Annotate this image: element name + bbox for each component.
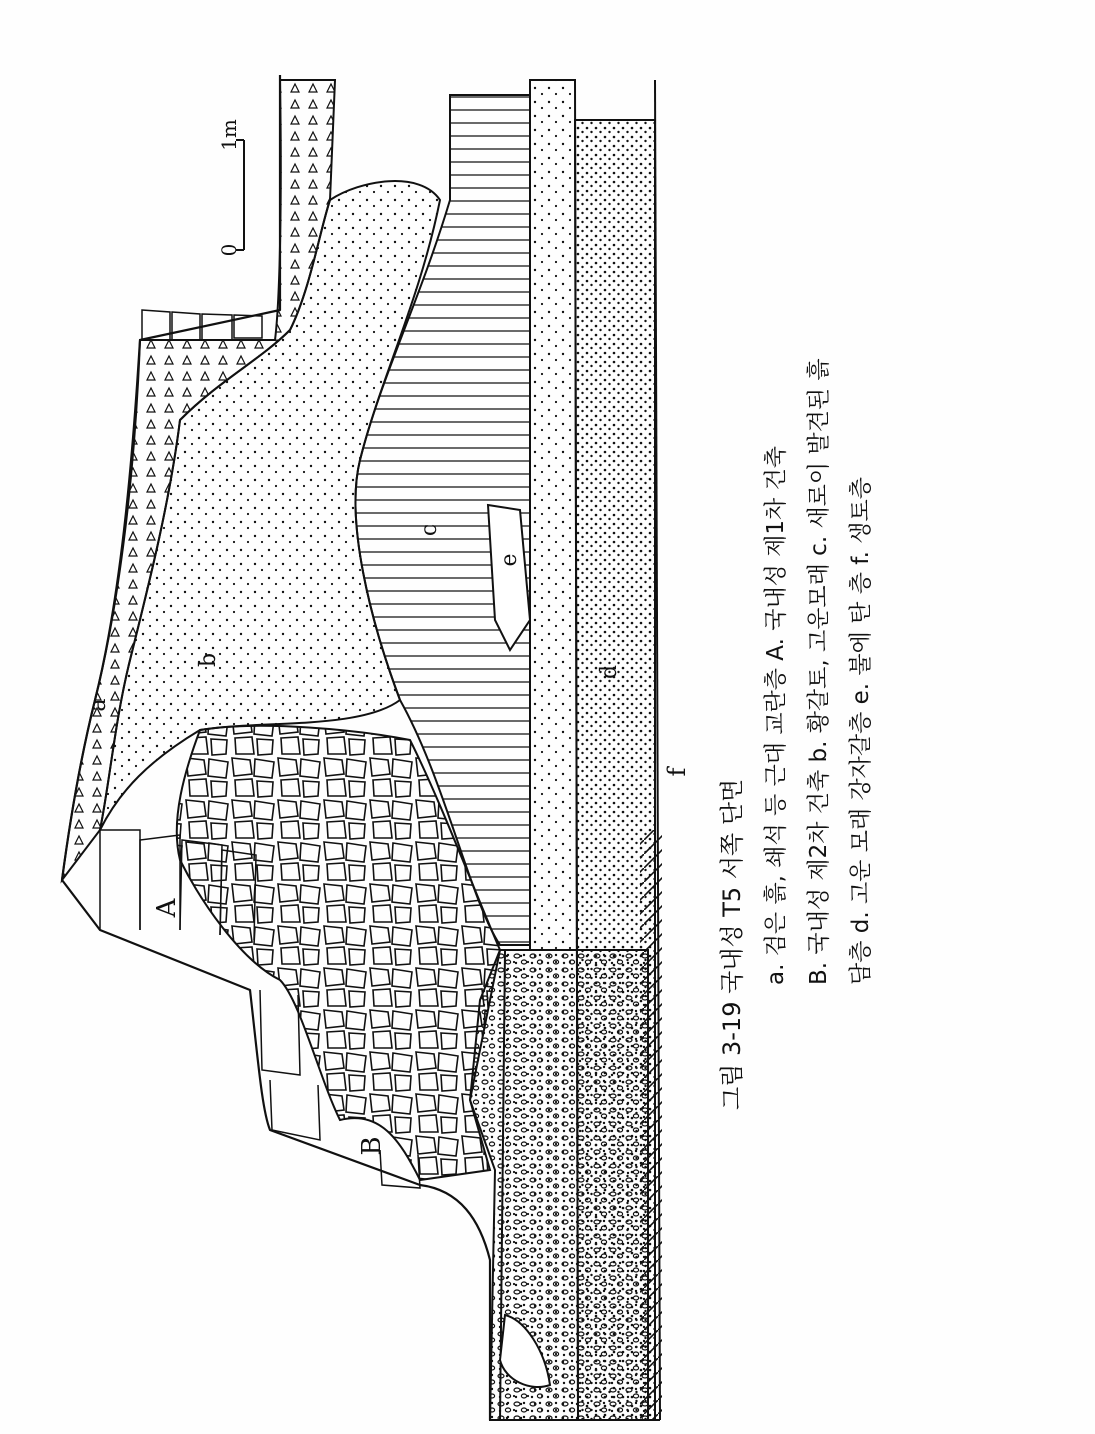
scale-zero: 0 — [217, 243, 241, 257]
label-f: f — [663, 767, 691, 777]
label-A: A — [152, 898, 182, 918]
label-b: b — [196, 652, 221, 668]
caption-title: 그림 3-19 국내성 T5 서쪽 단면 — [718, 778, 746, 1110]
scale-unit: 1m — [217, 119, 241, 151]
gravel-body — [470, 950, 648, 1420]
caption-line-1: a. 검은 흙, 쇄석 등 근대 교란층 A. 국내성 제1차 건축 — [763, 445, 789, 985]
caption-line-3: 담층 d. 고운 모래 강자갈층 e. 불에 탄 층 f. 생토층 — [848, 477, 874, 985]
label-e: e — [497, 553, 522, 567]
label-a: a — [86, 698, 111, 712]
caption-line-2: B. 국내성 제2차 건축 b. 황갈토, 고운모래 c. 새로이 발견된 흙 — [806, 358, 832, 985]
label-c: c — [417, 523, 442, 537]
label-B: B — [357, 1136, 387, 1156]
label-d: d — [597, 664, 622, 680]
scale-bar — [217, 119, 244, 256]
